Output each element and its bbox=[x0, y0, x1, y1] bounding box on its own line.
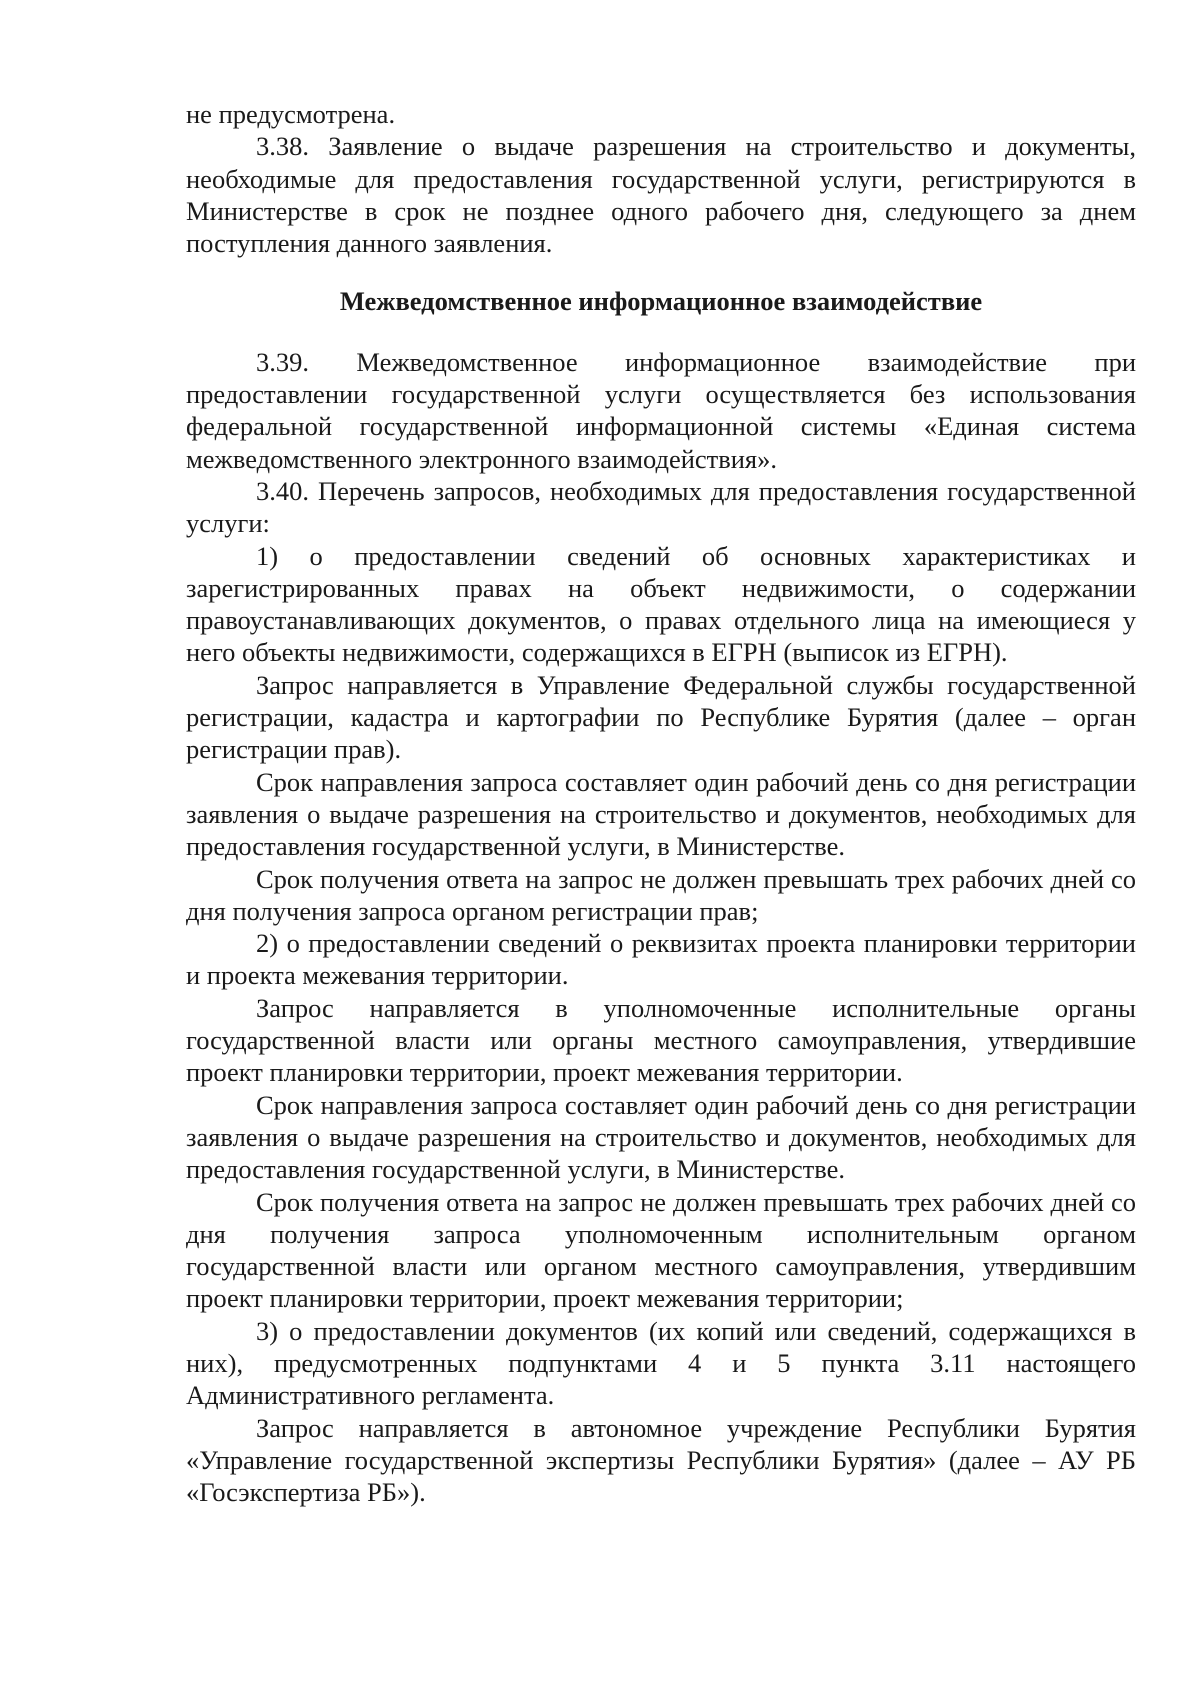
paragraph-term-1: Срок направления запроса составляет один рабочий день со дня регистрации заявления о выдаче разрешения на строительство и документов, необходимых для предоставления государственной услуги, в Министерстве. bbox=[186, 766, 1136, 862]
document-body bbox=[186, 98, 1136, 1508]
section-heading: Межведомственное информационное взаимодействие bbox=[339, 286, 983, 317]
paragraph-3-39: 3.39. Межведомственное информационное взаимодействие при предоставлении государственной услуги осуществляется без использования федеральной государственной информационной системы «Единая система межведомственного электронного взаимодействия». bbox=[186, 346, 1136, 474]
paragraph-term-2: Срок направления запроса составляет один рабочий день со дня регистрации заявления о выдаче разрешения на строительство и документов, необходимых для предоставления государственной услуги, в Министерстве. bbox=[186, 1089, 1136, 1185]
paragraph-response-1: Срок получения ответа на запрос не должен превышать трех рабочих дней со дня получения запроса органом регистрации прав; bbox=[186, 863, 1136, 926]
paragraph-response-2: Срок получения ответа на запрос не должен превышать трех рабочих дней со дня получения запроса уполномоченным исполнительным органом государственной власти или органом местного самоуправления, утвердившим проект планировки территории, проект межевания территории; bbox=[186, 1186, 1136, 1314]
paragraph-3-40: 3.40. Перечень запросов, необходимых для предоставления государственной услуги: bbox=[186, 475, 1136, 539]
list-item-2: 2) о предоставлении сведений о реквизитах проекта планировки территории и проекта межевания территории. bbox=[186, 928, 1136, 991]
paragraph-continuation: не предусмотрена. bbox=[186, 99, 396, 129]
paragraph-request-1: Запрос направляется в Управление Федеральной службы государственной регистрации, кадастра и картографии по Республике Бурятия (далее – орган регистрации прав). bbox=[186, 669, 1136, 765]
paragraph-request-2: Запрос направляется в уполномоченные исполнительные органы государственной власти или органы местного самоуправления, утвердившие проект планировки территории, проект межевания территории. bbox=[186, 992, 1136, 1088]
paragraph-3-38: 3.38. Заявление о выдаче разрешения на строительство и документы, необходимые для предоставления государственной услуги, регистрируются в Министерстве в срок не позднее одного рабочего дня, следующего за днем поступления данного заявления. bbox=[186, 131, 1136, 259]
list-item-1: 1) о предоставлении сведений об основных характеристиках и зарегистрированных правах на объект недвижимости, о содержании правоустанавливающих документов, о правах отдельного лица на имеющиеся у него объекты недвижимости, содержащихся в ЕГРН (выписок из ЕГРН). bbox=[186, 540, 1136, 668]
list-item-3: 3) о предоставлении документов (их копий или сведений, содержащихся в них), предусмотренных подпунктами 4 и 5 пункта 3.11 настоящего Административного регламента. bbox=[186, 1315, 1136, 1411]
paragraph-request-3: Запрос направляется в автономное учреждение Республики Бурятия «Управление государственной экспертизы Республики Бурятия» (далее – АУ РБ «Госэкспертиза РБ»). bbox=[186, 1412, 1136, 1508]
